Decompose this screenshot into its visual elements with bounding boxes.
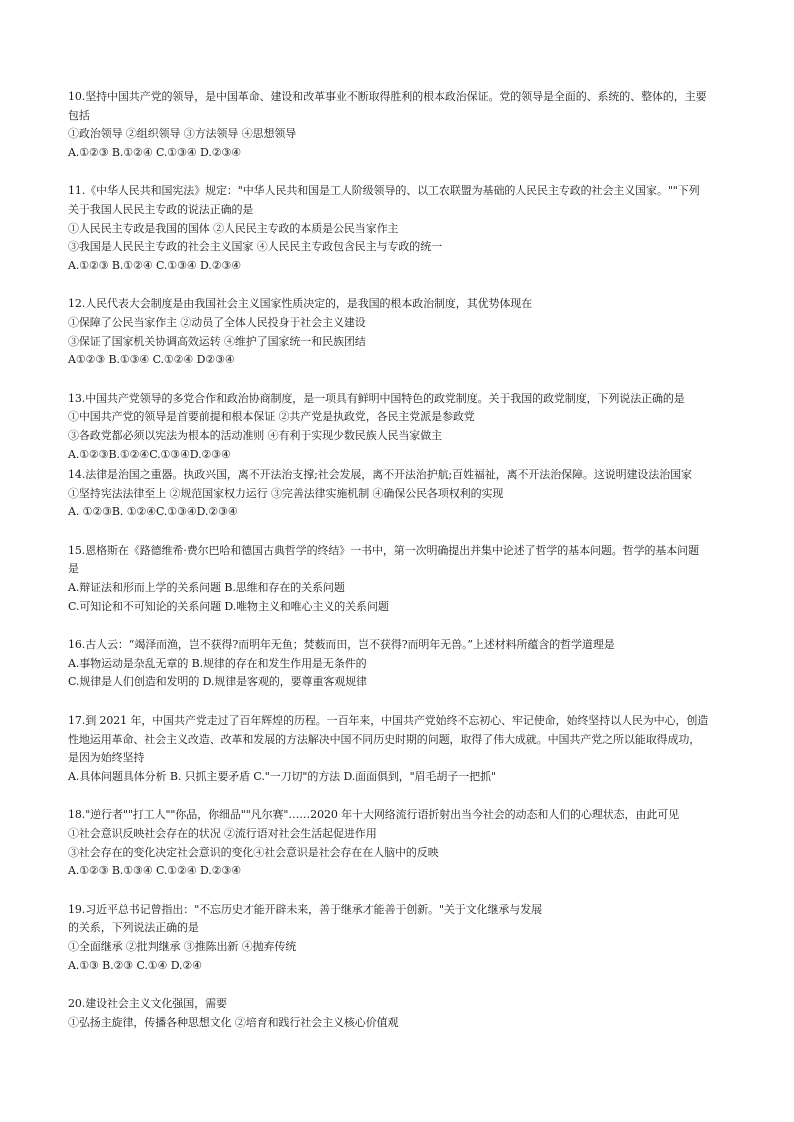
question-15 xyxy=(68,542,732,616)
question-stem: 10.坚持中国共产党的领导，是中国革命、建设和改革事业不断取得胜利的根本政治保证。党的领导是全面的、系统的、整体的，主要 xyxy=(68,90,707,103)
spacer xyxy=(68,692,732,712)
question-stem: 17.到 2021 年，中国共产党走过了百年辉煌的历程。一百年来，中国共产党始终不忘初心、牢记使命，始终坚持以人民为中心，创造 xyxy=(68,714,709,728)
question-17 xyxy=(68,712,732,786)
spacer xyxy=(68,522,732,542)
question-text-line: ①弘扬主旋律，传播各种思想文化 ②培育和践行社会主义核心价值观 xyxy=(68,1015,399,1029)
question-text-line: 性地运用革命、社会主义改造、改革和发展的方法解决中国不同历史时期的问题，取得了伟大成就。中国共产党之所以能取得成功， xyxy=(68,732,701,746)
question-text-line: 是 xyxy=(68,562,79,576)
question-stem: 11.《中华人民共和国宪法》规定："中华人民共和国是工人阶级领导的、以工农联盟为基础的人民民主专政的社会主义国家。""下列 xyxy=(68,184,700,198)
question-text-line: ①社会意识反映社会存在的状况 ②流行语对社会生活起促进作用 xyxy=(68,827,377,840)
question-13 xyxy=(68,390,732,464)
question-text-line: A.事物运动是杂乱无章的 B.规律的存在和发生作用是无条件的 xyxy=(68,656,367,670)
question-11 xyxy=(68,182,732,275)
question-stem: 20.建设社会主义文化强国，需要 xyxy=(68,997,227,1011)
question-text-line: A.①③ B.②③ C.①④ D.②④ xyxy=(68,958,202,972)
question-19 xyxy=(68,901,732,975)
question-text-line: 包括 xyxy=(68,108,90,122)
question-stem: 15.恩格斯在《路德维希·费尔巴哈和德国古典哲学的终结》一书中，第一次明确提出并集中论述了哲学的基本问题。哲学的基本问题 xyxy=(68,543,699,557)
question-16 xyxy=(68,636,732,692)
spacer xyxy=(68,975,732,995)
question-stem: 18."逆行者""打工人""你品，你细品""凡尔赛"……2020 年十大网络流行语折射出当今社会的动态和人们的心理状态，由此可见 xyxy=(68,808,680,822)
question-text-line: A. ①②③B. ①②④C.①③④D.②③④ xyxy=(68,505,238,519)
question-text-line: C.规律是人们创造和发明的 D.规律是客观的，要尊重客观规律 xyxy=(68,675,367,689)
question-text-line: ①坚持宪法法律至上 ②规范国家权力运行 ③完善法律实施机制 ④确保公民各项权利的实现 xyxy=(68,486,504,500)
question-text-line: 的关系，下列说法正确的是 xyxy=(68,921,199,935)
question-text-line: ③社会存在的变化决定社会意识的变化④社会意识是社会存在在人脑中的反映 xyxy=(68,845,439,859)
question-text-line: 关于我国人民民主专政的说法正确的是 xyxy=(68,202,254,216)
question-stem: 13.中国共产党领导的多党合作和政治协商制度，是一项具有鲜明中国特色的政党制度。关于我国的政党制度，下列说法正确的是 xyxy=(68,391,685,405)
question-text-line: A.①②③ B.①③④ C.①②④ D.②③④ xyxy=(68,864,241,878)
spacer xyxy=(68,616,732,636)
question-text-line: A.①②③B.①②④C.①③④D.②③④ xyxy=(68,447,231,461)
exam-page xyxy=(68,88,732,1032)
question-text-line: A.①②③ B.①②④ C.①③④ D.②③④ xyxy=(68,258,241,272)
question-text-line: ③我国是人民民主专政的社会主义国家 ④人民民主专政包含民主与专政的统一 xyxy=(68,240,442,254)
question-text-line: A.具体问题具体分析 B. 只抓主要矛盾 C."一刀切"的方法 D.面面俱到，"眉毛胡子一把抓" xyxy=(68,769,496,783)
question-stem: 19.习近平总书记曾指出："不忘历史才能开辟未来，善于继承才能善于创新。"关于文化继承与发展 xyxy=(68,902,543,916)
question-text-line: ③各政党都必须以宪法为根本的活动准则 ④有利于实现少数民族人民当家做主 xyxy=(68,428,442,442)
spacer xyxy=(68,881,732,901)
question-text-line: A.辩证法和形而上学的关系问题 B.思维和存在的关系问题 xyxy=(68,581,345,595)
spacer xyxy=(68,786,732,806)
question-14 xyxy=(68,466,732,522)
question-20 xyxy=(68,995,732,1032)
question-stem: 12.人民代表大会制度是由我国社会主义国家性质决定的，是我国的根本政治制度，其优势体现在 xyxy=(68,297,533,311)
question-text-line: ①全面继承 ②批判继承 ③推陈出新 ④抛弃传统 xyxy=(68,939,297,953)
question-stem: 16.古人云：“竭泽而渔，岂不获得?而明年无鱼；焚薮而田，岂不获得?而明年无兽。”上述材料所蕴含的哲学道理是 xyxy=(68,638,615,652)
question-text-line: A.①②③ B.①②④ C.①③④ D.②③④ xyxy=(68,145,241,159)
question-12 xyxy=(68,295,732,369)
spacer xyxy=(68,275,732,295)
question-10 xyxy=(68,88,732,162)
question-text-line: ①政治领导 ②组织领导 ③方法领导 ④思想领导 xyxy=(68,127,297,141)
question-text-line: 是因为始终坚持 xyxy=(68,751,145,765)
question-text-line: C.可知论和不可知论的关系问题 D.唯物主义和唯心主义的关系问题 xyxy=(68,599,389,613)
question-text-line: ①保障了公民当家作主 ②动员了全体人民投身于社会主义建设 xyxy=(68,315,366,329)
question-18 xyxy=(68,806,732,880)
spacer xyxy=(68,162,732,182)
question-text-line: ①中国共产党的领导是首要前提和根本保证 ②共产党是执政党，各民主党派是参政党 xyxy=(68,410,475,424)
spacer xyxy=(68,370,732,390)
question-text-line: ①人民民主专政是我国的国体 ②人民民主专政的本质是公民当家作主 xyxy=(68,221,399,235)
question-text-line: ③保证了国家机关协调高效运转 ④维护了国家统一和民族团结 xyxy=(68,334,366,348)
question-stem: 14.法律是治国之重器。执政兴国，离不开法治支撑;社会发展，离不开法治护航;百姓福祉，离不开法治保障。这说明建设法治国家 xyxy=(68,468,692,482)
question-text-line: A①②③ B.①③④ C.①②④ D②③④ xyxy=(68,353,235,367)
